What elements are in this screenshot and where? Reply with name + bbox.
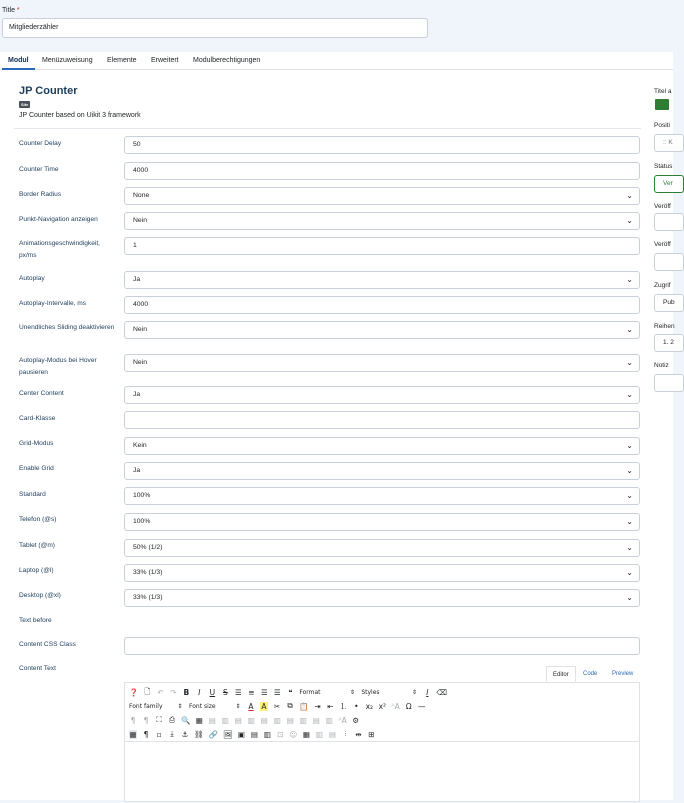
laptop-select[interactable]: 33% (1/3) ⌄ bbox=[124, 564, 640, 582]
standard-select[interactable]: 100% ⌄ bbox=[124, 487, 640, 505]
tab-menuzuweisung[interactable]: Menüzuweisung bbox=[42, 57, 93, 64]
note-input[interactable] bbox=[654, 374, 684, 392]
sidebar-access-label: Zugrif bbox=[654, 282, 671, 289]
horizontal-rule-icon[interactable]: — bbox=[417, 701, 426, 711]
chevron-updown-icon: ⇕ bbox=[177, 702, 183, 710]
chevron-down-icon: ⌄ bbox=[626, 441, 633, 450]
eraser-icon[interactable]: ⌫ bbox=[436, 687, 447, 697]
table-cell-icon[interactable]: ▤ bbox=[234, 715, 242, 725]
table-props-icon[interactable]: ▥ bbox=[299, 715, 307, 725]
insert-icon[interactable]: ⤓ bbox=[170, 729, 174, 738]
help-icon[interactable]: ❓ bbox=[129, 687, 139, 697]
editor-tab-code[interactable]: Code bbox=[583, 671, 598, 677]
publish-down-input[interactable] bbox=[654, 253, 684, 271]
underline-icon[interactable]: U bbox=[209, 687, 216, 697]
chevron-down-icon: ⌄ bbox=[626, 390, 633, 399]
italic-icon[interactable]: I bbox=[198, 687, 201, 697]
position-select[interactable]: :: K bbox=[654, 134, 684, 152]
label-enable-grid: Enable Grid bbox=[19, 465, 54, 472]
text-color-icon[interactable]: A bbox=[248, 701, 254, 711]
label-telefon: Telefon (@s) bbox=[19, 516, 57, 523]
title-input[interactable]: Mitgliederzähler bbox=[2, 18, 428, 38]
sidebar-publish-up-label: Veröff bbox=[654, 203, 671, 210]
new-document-icon[interactable]: 🗋 bbox=[144, 686, 151, 696]
template-icon[interactable]: ▤ bbox=[250, 729, 258, 739]
table-row-icon[interactable]: ▤ bbox=[208, 715, 216, 725]
editor-tab-editor[interactable]: Editor bbox=[546, 666, 576, 682]
label-unendliches-sliding: Unendliches Sliding deaktivieren bbox=[19, 324, 115, 331]
subscript-icon[interactable]: x₂ bbox=[365, 701, 374, 711]
enable-grid-select[interactable]: Ja ⌄ bbox=[124, 462, 640, 480]
sidebar-status-label: Status bbox=[654, 163, 673, 170]
desktop-select[interactable]: 33% (1/3) ⌄ bbox=[124, 589, 640, 607]
chevron-updown-icon: ⇕ bbox=[411, 688, 417, 696]
align-left-icon[interactable]: ☰ bbox=[234, 687, 242, 697]
media-icon[interactable]: ▣ bbox=[237, 729, 245, 739]
tab-modul[interactable]: Modul bbox=[2, 52, 35, 70]
nonbreaking-icon[interactable]: ⇹ bbox=[355, 729, 362, 739]
required-marker: * bbox=[16, 7, 20, 14]
label-card-klasse: Card-Klasse bbox=[19, 415, 56, 422]
numbered-list-icon[interactable]: ⒈ bbox=[339, 701, 348, 711]
telefon-select[interactable]: 100% ⌄ bbox=[124, 513, 640, 531]
strikethrough-icon[interactable]: S bbox=[222, 687, 228, 697]
ltr-icon[interactable]: ¶ bbox=[130, 715, 136, 725]
order-select[interactable]: 1. 2 bbox=[654, 334, 684, 352]
label-center-content: Center Content bbox=[19, 390, 64, 397]
tab-erweitert[interactable]: Erweitert bbox=[151, 57, 179, 64]
table-col-icon[interactable]: ▥ bbox=[221, 715, 229, 725]
anchor-icon[interactable]: ⚓ bbox=[181, 729, 189, 739]
table-cell-props-icon[interactable]: ▥ bbox=[325, 715, 333, 725]
image-icon[interactable]: 🖼 bbox=[222, 729, 233, 739]
sidebar-publish-down-label: Veröff bbox=[654, 241, 671, 248]
code-sample-icon[interactable]: ⊡ bbox=[277, 729, 284, 739]
print-icon[interactable]: ⎙ bbox=[169, 715, 175, 724]
show-title-toggle[interactable] bbox=[655, 99, 669, 110]
label-content-css-class: Content CSS Class bbox=[19, 641, 76, 648]
visual-chars-icon[interactable]: ▫ bbox=[156, 729, 162, 739]
fullscreen-icon[interactable]: ⛶ bbox=[156, 715, 162, 724]
sidebar-note-label: Notiz bbox=[654, 362, 669, 369]
center-content-select[interactable]: Ja ⌄ bbox=[124, 386, 640, 404]
superscript-icon[interactable]: x² bbox=[378, 701, 387, 711]
punkt-navigation-select[interactable]: Nein ⌄ bbox=[124, 212, 640, 230]
chevron-down-icon: ⌄ bbox=[626, 543, 633, 552]
text-size-icon[interactable]: ᴬA bbox=[338, 715, 347, 725]
column-icon[interactable]: ▥ bbox=[315, 729, 323, 739]
visual-blocks-icon[interactable]: ▦ bbox=[129, 729, 137, 739]
main-panel bbox=[0, 70, 673, 800]
chevron-down-icon: ⌄ bbox=[626, 491, 633, 500]
access-select[interactable]: Pub bbox=[654, 294, 684, 312]
align-center-icon[interactable]: ≡ bbox=[248, 687, 255, 697]
sidebar-title-label: Titel a bbox=[654, 88, 672, 95]
toolbar-row-3 bbox=[129, 713, 360, 727]
tab-bar bbox=[0, 52, 673, 70]
toolbar-row-2 bbox=[129, 699, 426, 713]
paragraph-mark-icon[interactable]: ¶ bbox=[143, 729, 149, 739]
cut-icon[interactable]: ✂ bbox=[273, 701, 281, 711]
toolbar-row-4 bbox=[129, 727, 375, 741]
label-autoplay-intervalle: Autoplay-Intervalle, ms bbox=[19, 300, 87, 307]
bullet-list-icon[interactable]: • bbox=[354, 701, 359, 711]
autoplay-intervalle-input[interactable]: 4000 bbox=[124, 296, 640, 314]
character-map-icon[interactable]: ᴬA bbox=[391, 701, 400, 711]
row-icon[interactable]: ▤ bbox=[328, 729, 336, 739]
bold-icon[interactable]: B bbox=[183, 687, 190, 697]
counter-time-input[interactable]: 4000 bbox=[124, 162, 640, 180]
label-standard: Standard bbox=[19, 491, 46, 498]
table-row-props-icon[interactable]: ▤ bbox=[312, 715, 320, 725]
gear-icon[interactable]: ⚙ bbox=[352, 715, 360, 725]
format-select[interactable]: Format bbox=[299, 688, 321, 696]
editor-content-area[interactable] bbox=[125, 741, 639, 803]
autoplay-select[interactable]: Ja ⌄ bbox=[124, 271, 640, 289]
indent-icon[interactable]: ⇥ bbox=[314, 701, 321, 711]
title-section bbox=[0, 0, 673, 52]
label-counter-time: Counter Time bbox=[19, 166, 59, 173]
paste-icon[interactable]: 📋 bbox=[299, 701, 309, 711]
readmore-icon[interactable]: ⊞ bbox=[368, 729, 375, 739]
chevron-down-icon: ⌄ bbox=[626, 466, 633, 475]
tab-elemente[interactable]: Elemente bbox=[107, 57, 137, 64]
highlight-color-icon[interactable]: A bbox=[261, 701, 267, 711]
chevron-down-icon: ⌄ bbox=[626, 191, 633, 200]
pagebreak-icon[interactable]: ⫶ bbox=[344, 729, 347, 738]
table-delete-icon[interactable]: ▤ bbox=[260, 715, 268, 725]
layout-icon[interactable]: ▦ bbox=[302, 729, 310, 739]
label-content-text: Content Text bbox=[19, 665, 56, 672]
align-right-icon[interactable]: ☰ bbox=[260, 687, 268, 697]
label-autoplay: Autoplay bbox=[19, 275, 45, 282]
autoplay-hover-select[interactable]: Nein ⌄ bbox=[124, 354, 640, 372]
label-laptop: Laptop (@l) bbox=[19, 567, 54, 574]
tablet-select[interactable]: 50% (1/2) ⌄ bbox=[124, 539, 640, 557]
label-text-before: Text before bbox=[19, 617, 52, 624]
chevron-updown-icon: ⇕ bbox=[235, 702, 241, 710]
chevron-down-icon: ⌄ bbox=[626, 325, 633, 334]
align-justify-icon[interactable]: ☰ bbox=[273, 687, 281, 697]
chevron-down-icon: ⌄ bbox=[626, 275, 633, 284]
chevron-down-icon: ⌄ bbox=[626, 358, 633, 367]
editor-tab-preview[interactable]: Preview bbox=[612, 671, 634, 677]
label-autoplay-hover: Autoplay-Modus bei Hover pausieren bbox=[19, 357, 97, 376]
grid-modus-select[interactable]: Kein ⌄ bbox=[124, 437, 640, 455]
label-tablet: Tablet (@m) bbox=[19, 542, 56, 549]
site-badge: Site bbox=[21, 102, 29, 107]
label-punkt-navigation: Punkt-Navigation anzeigen bbox=[19, 216, 98, 223]
chevron-down-icon: ⌄ bbox=[626, 216, 633, 225]
status-select[interactable]: Ver bbox=[654, 175, 684, 193]
undo-icon[interactable]: ↶ bbox=[157, 687, 164, 697]
label-desktop: Desktop (@xl) bbox=[19, 592, 61, 599]
module-description: JP Counter based on Uikit 3 framework bbox=[19, 112, 141, 119]
module-title: JP Counter bbox=[19, 85, 78, 97]
chevron-down-icon: ⌄ bbox=[626, 517, 633, 526]
animationsgeschwindigkeit-input[interactable]: 1 bbox=[124, 237, 640, 255]
counter-delay-input[interactable]: 50 bbox=[124, 136, 640, 154]
unlink-icon[interactable]: ⛓ bbox=[194, 729, 204, 739]
font-size-select[interactable]: Font size bbox=[189, 702, 216, 710]
title-label: Title * bbox=[2, 7, 20, 14]
divider bbox=[14, 128, 641, 129]
redo-icon[interactable]: ↷ bbox=[170, 687, 177, 697]
content-css-class-input[interactable] bbox=[124, 637, 640, 655]
label-counter-delay: Counter Delay bbox=[19, 140, 62, 147]
chevron-down-icon: ⌄ bbox=[626, 593, 633, 602]
label-animationsgeschwindigkeit: Animationsgeschwindigkeit, px/ms bbox=[19, 240, 100, 259]
unendliches-sliding-select[interactable]: Nein ⌄ bbox=[124, 321, 640, 339]
blockquote-icon[interactable]: ❝ bbox=[288, 687, 293, 697]
link-icon[interactable]: 🔗 bbox=[208, 729, 218, 739]
sidebar-order-label: Reihen bbox=[654, 323, 675, 330]
table-merge-icon[interactable]: ▤ bbox=[286, 715, 294, 725]
label-border-radius: Border Radius bbox=[19, 191, 62, 198]
table-icon[interactable]: ▦ bbox=[195, 715, 203, 725]
tab-modulberechtigungen[interactable]: Modulberechtigungen bbox=[193, 57, 261, 64]
label-grid-modus: Grid-Modus bbox=[19, 440, 54, 447]
emoticon-icon[interactable]: ☺ bbox=[289, 729, 298, 739]
rich-text-editor[interactable] bbox=[124, 682, 640, 802]
card-klasse-input[interactable] bbox=[124, 411, 640, 429]
search-replace-icon[interactable]: 🔍 bbox=[181, 715, 191, 725]
chevron-updown-icon: ⇕ bbox=[349, 688, 355, 696]
toolbar-row-1 bbox=[129, 685, 447, 699]
border-radius-select[interactable]: None ⌄ bbox=[124, 187, 640, 205]
publish-up-input[interactable] bbox=[654, 213, 684, 231]
table-insert-icon[interactable]: ▥ bbox=[247, 715, 255, 725]
outdent-icon[interactable]: ⇤ bbox=[327, 701, 334, 711]
copy-icon[interactable]: ⧉ bbox=[287, 701, 293, 710]
chevron-down-icon: ⌄ bbox=[626, 568, 633, 577]
omega-icon[interactable]: Ω bbox=[405, 701, 412, 711]
table-split-icon[interactable]: ▥ bbox=[273, 715, 281, 725]
module-insert-icon[interactable]: ▥ bbox=[263, 729, 271, 739]
sidebar-position-label: Positi bbox=[654, 122, 670, 129]
styles-select[interactable]: Styles bbox=[361, 688, 380, 696]
rtl-icon[interactable]: ¶ bbox=[143, 715, 149, 725]
font-family-select[interactable]: Font family bbox=[129, 702, 163, 710]
clear-formatting-icon[interactable]: I bbox=[426, 687, 429, 697]
